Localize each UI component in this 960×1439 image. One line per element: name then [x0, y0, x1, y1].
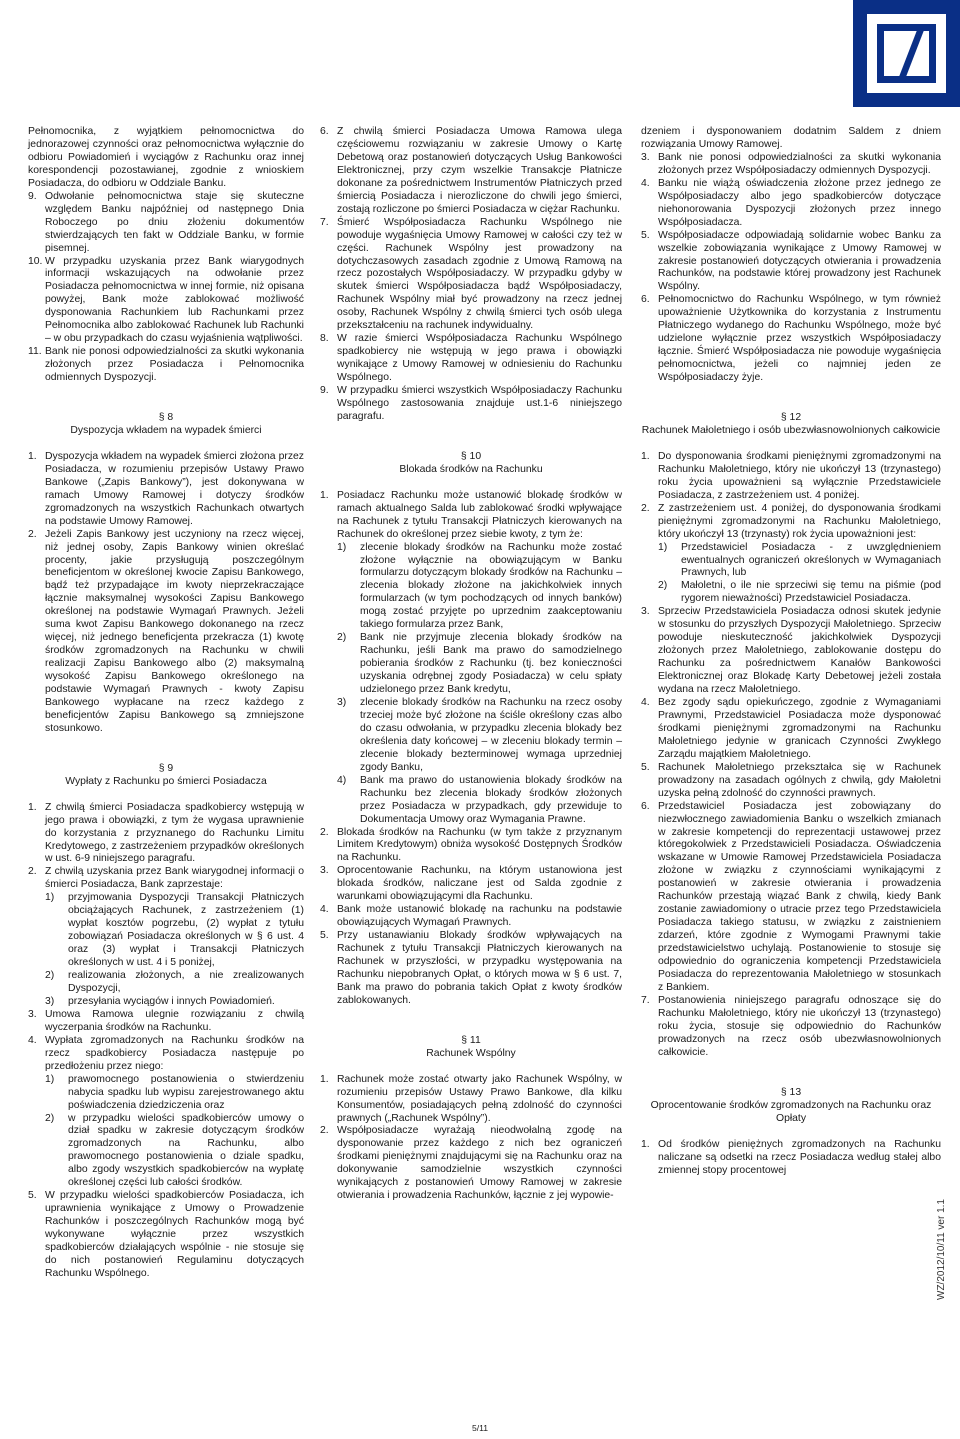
item-number: 2)	[658, 580, 668, 592]
list-item	[320, 904, 622, 930]
section-10-sublist-1	[320, 542, 622, 827]
item-number: 1.	[320, 489, 329, 501]
list-item	[641, 178, 941, 230]
item-number: 5.	[641, 761, 650, 773]
item-number: 2.	[320, 826, 329, 838]
item-text: Posiadacz Rachunku może ustanowić blokadę środków w ramach aktualnego Salda lub zablokować środki wpływające na Rachunek z tytułu Transakcji Płatniczych kierowanych na Rachunek do określonej przez siebie kwoty, z tym że:	[337, 489, 622, 540]
item-text: realizowania złożonych, a nie zrealizowanych Dyspozycji,	[68, 970, 304, 994]
item-text: W przypadku śmierci wszystkich Współposiadaczy Rachunku Wspólnego zastosowania znajduje ust.1-6 niniejszego paragrafu.	[337, 385, 622, 422]
sub-list-item	[28, 996, 304, 1009]
item-text: Przedstawiciel Posiadacza jest zobowiązany do niezwłocznego zawiadomienia Banku o wszelkich zmianach w zakresie kompetencji do reprezentacji ustawowej przez któregokolwiek z Przedstawicieli Posiadacza. Oświadczenia wskazane w Umowie Ramowej Przedstawiciela Posiadacza złożone w związku z czynnościami wynikającymi z postanowień w zakresie otwierania i prowadzenia Rachunków przestają wiązać Bank z chwilą, kiedy Bank zostanie zawiadomiony o utracie przez tego Przedstawiciela Posiadacza takiego statusu, w związku z zaistnieniem zdarzeń, które zgodnie z Wymogami Prawnymi takie przedstawicielstwo uchylają. Postanowienie to stosuje się odpowiednio do ograniczenia kompetencji Przedstawiciela Posiadacza do reprezentowania Małoletniego w stosunkach z Bankiem.	[658, 800, 941, 993]
list-item	[28, 529, 304, 736]
item-text: Do dysponowania środkami pieniężnymi zgromadzonymi na Rachunku Małoletniego, który nie ukończył 13 (trzynastego) roku życia upoważnieni są wyłącznie Przedstawiciele Posiadacza, z zastrzeżeniem ust. 4 poniżej.	[658, 450, 941, 501]
item-number: 9.	[320, 385, 329, 397]
section-12-items	[641, 451, 941, 542]
item-number: 3.	[641, 606, 650, 618]
item-text: Blokada środków na Rachunku (w tym także z przyznanym Limitem Kredytowym) obniża wysokość Dostępnych Środków na Rachunku.	[337, 826, 622, 864]
item-number: 7.	[641, 994, 650, 1006]
list-item	[28, 346, 304, 385]
col3-intro: dzeniem i dysponowaniem dodatnim Saldem z dniem rozwiązania Umowy Ramowej.	[641, 126, 941, 150]
item-number: 5.	[320, 930, 329, 942]
item-text: Bank nie ponosi odpowiedzialności za skutki wykonania złożonych przez Posiadacza i Pełnomocnika odmiennych Dyspozycji.	[45, 346, 304, 384]
column-1	[28, 126, 304, 1281]
item-number: 4.	[320, 904, 329, 916]
item-text: W przypadku wielości spadkobierców Posiadacza, ich uprawnienia wynikające z Umowy o Prowadzenie Rachunków i poszczególnych Rachunków mogą być wykonywane wyłącznie przez wszystkich spadkobierców działających wspólnie - nie stosuje się do nich postanowień Regulaminu dotyczących Rachunku Wspólnego.	[45, 1190, 304, 1279]
item-number: 4.	[641, 177, 650, 189]
item-number: 2.	[28, 528, 37, 540]
item-number: 1)	[658, 541, 668, 553]
section-12-heading: § 12 Rachunek Małoletniego i osób ubezwłasnowolnionych całkowicie	[641, 412, 941, 437]
list-item	[320, 1125, 622, 1203]
list-item	[320, 1074, 622, 1126]
item-number: 2)	[337, 632, 347, 644]
item-text: Jeżeli Zapis Bankowy jest uczyniony na rzecz więcej, niż jednej osoby, Zapis Bankowy winien określać procenty, jakie przysługują poszczególnym beneficjentom w określonej kwocie Zapisu Bankowego, bądź też przypadające im kwoty nieprzekraczające łącznie maksymalnej wysokości Zapisu Bankowego określonej na podstawie Wymagań Prawnych. Jeżeli suma kwot Zapisu Bankowego dokonanego na rzecz więcej, niż jednego beneficjenta przekracza (1) kwotę środków zgromadzonych na Rachunku w chwili realizacji Zapisu Bankowego albo (2) maksymalną wysokość Zapisu Bankowego określonego na podstawie Wymagań Prawnych - kwoty Zapisu Bankowego wypłacane na rzecz każdego z beneficjentów Zapisu Bankowego są zmniejszone stosunkowo.	[45, 528, 304, 734]
item-text: Bank nie ponosi odpowiedzialności za skutki wykonania złożonych przez Współposiadaczy odmiennych Dyspozycji.	[658, 151, 941, 176]
item-number: 2)	[45, 970, 55, 982]
item-text: Bank może ustanowić blokadę na rachunku na podstawie obowiązujących Wymagań Prawnych.	[337, 904, 622, 929]
item-text: prawomocnego postanowienia o stwierdzeniu nabycia spadku lub wypisu zarejestrowanego aktu poświadczenia dziedziczenia oraz	[68, 1073, 304, 1111]
item-number: 9.	[28, 190, 37, 202]
section-11-items	[320, 1074, 622, 1204]
section-9-sublist-2	[28, 892, 304, 1009]
list-item	[28, 191, 304, 256]
item-number: 1.	[320, 1073, 329, 1085]
col3-items	[641, 152, 941, 385]
item-text: Bez zgody sądu opiekuńczego, zgodnie z Wymaganiami Prawnymi, Przedstawiciel Posiadacza może dysponować środkami pieniężnymi zgromadzonymi na Rachunku Małoletniego jedynie w granicach Czynności Zwykłego Zarządu majątkiem Małoletniego.	[658, 696, 941, 760]
item-number: 8.	[320, 333, 329, 345]
list-item	[28, 802, 304, 867]
sub-list-item	[28, 970, 304, 996]
sub-list-item	[28, 1113, 304, 1191]
list-item	[641, 152, 941, 178]
item-text: Przy ustanawianiu Blokady środków wpływających na Rachunek z tytułu Transakcji Płatniczych kierowanych na Rachunek w przyszłości, w przypadku występowania na Rachunku niepobranych Opłat, o których mowa w § 6 ust. 7, Bank ma prawo do pobrania takich Opłat z kwoty środków zablokowanych.	[337, 930, 622, 1006]
list-item	[320, 217, 622, 334]
item-text: Banku nie wiążą oświadczenia złożone przez jednego ze Współposiadaczy albo jego spadkobierców dotyczące niehonorowania Dyspozycji złożonych przez innego Współposiadacza.	[658, 177, 941, 228]
item-text: Wypłata zgromadzonych na Rachunku środków na rzecz spadkobiercy Posiadacza następuje po przedłożeniu przez niego:	[45, 1034, 304, 1072]
list-item	[28, 1009, 304, 1035]
item-text: Bank ma prawo do ustanowienia blokady środków na Rachunku bez zlecenia blokady środków złożonych przez Posiadacza w przypadkach, gdy przewiduje to Dokumentacja Umowy oraz Wymagania Prawne.	[360, 774, 622, 825]
item-text: W przypadku uzyskania przez Bank wiarygodnych informacji wskazujących na odwołanie przez Posiadacza pełnomocnictwa w innej formie, niż opisana powyżej, Bank może zablokować możliwość dysponowania Rachunkiem lub Rachunkami przez Pełnomocnika albo zablokować Rachunek lub Rachunki – w obu przypadkach do czasu wyjaśnienia wątpliwości.	[45, 255, 304, 345]
col1-items	[28, 191, 304, 385]
item-text: przyjmowania Dyspozycji Transakcji Płatniczych obciążających Rachunek, z zastrzeżeniem (1) wypłat kosztów pogrzebu, (2) wypłat z tytułu zobowiązań Posiadacza określonych w § 6 ust. 4 oraz (3) wypłat i Transakcji Płatniczych określonych w ust. 4 i 5 poniżej,	[68, 892, 304, 969]
list-item	[320, 385, 622, 424]
item-number: 2)	[45, 1112, 55, 1124]
item-number: 10.	[28, 255, 43, 267]
item-number: 1)	[337, 541, 347, 553]
item-text: Sprzeciw Przedstawiciela Posiadacza odnosi skutek jedynie w stosunku do przyszłych Dyspozycji Małoletniego. Sprzeciw powoduje nieskuteczność jakichkolwiek Dyspozycji złożonych przez Małoletniego, zablokowanie dostępu do Rachunku za pośrednictwem Kanałów Bankowości Elektronicznej oraz Blokadę Karty Debetowej jeżeli została wydana na rzecz Małoletniego.	[658, 606, 941, 696]
list-item	[641, 995, 941, 1060]
section-13-heading: § 13 Oprocentowanie środków zgromadzonych na Rachunku oraz Opłaty	[650, 1086, 932, 1125]
sub-list-item	[641, 580, 941, 606]
sub-list-item	[320, 697, 622, 775]
item-number: 1.	[641, 450, 650, 462]
item-text: Postanowienia niniejszego paragrafu odnoszące się do Rachunku Małoletniego, który nie ukończył 13 (trzynastego) roku życia, stosuje się odpowiednio do Rachunków prowadzonych na rzecz osób ubezwłasnowolnionych całkowicie.	[658, 994, 941, 1058]
list-item	[641, 451, 941, 503]
item-number: 11.	[28, 346, 42, 358]
list-item	[28, 1190, 304, 1281]
list-item	[641, 606, 941, 697]
list-item	[320, 490, 622, 542]
item-text: W razie śmierci Współposiadacza Rachunku Wspólnego spadkobiercy nie wstępują w jego prawa i obowiązki wynikające z Umowy Ramowej w odniesieniu do Rachunku Wspólnego.	[337, 333, 622, 384]
item-number: 4.	[28, 1034, 37, 1046]
sub-list-item	[320, 542, 622, 633]
item-text: zlecenie blokady środków na Rachunku na rzecz osoby trzeciej może być złożone na ściśle określony czas albo do czasu odwołania, w przypadku zlecenia blokady bez określenia daty końcowej – w zleceniu blokady termin – zlecenie blokady bezterminowej wymaga uprzedniej zgody Banku,	[360, 696, 622, 773]
item-number: 2.	[320, 1125, 329, 1137]
item-text: Z zastrzeżeniem ust. 4 poniżej, do dysponowania środkami pieniężnymi zgromadzonymi na Rachunku Małoletniego, który ukończył 13 (trzynasty) rok życia upoważnioni jest:	[658, 502, 941, 540]
item-text: Umowa Ramowa ulegnie rozwiązaniu z chwilą wyczerpania środków na Rachunku.	[45, 1008, 304, 1033]
item-text: przesyłania wyciągów i innych Powiadomień.	[68, 995, 275, 1007]
section-13-items	[641, 1139, 941, 1178]
item-number: 2.	[641, 502, 650, 514]
column-3	[641, 126, 941, 1178]
item-number: 3.	[320, 865, 329, 877]
list-item	[641, 697, 941, 762]
list-item	[28, 866, 304, 892]
item-text: Od środków pieniężnych zgromadzonych na Rachunku naliczane są odsetki na rzecz Posiadacza według stałej albo zmiennej stopy procentowej	[658, 1138, 941, 1176]
sub-list-item	[641, 542, 941, 581]
item-text: Rachunek może zostać otwarty jako Rachunek Wspólny, w rozumieniu przepisów Ustawy Prawo Bankowe, dla kilku Konsumentów, posiadających pełną zdolność do czynności prawnych („Rachunek Wspólny”).	[337, 1073, 622, 1124]
section-9-heading: § 9 Wypłaty z Rachunku po śmierci Posiadacza	[65, 762, 267, 788]
item-text: Rachunek Małoletniego przekształca się w Rachunek prowadzony na zasadach ogólnych z chwilą, gdy Małoletni uzyska pełną zdolność do czynności prawnych.	[658, 761, 941, 799]
list-item	[28, 256, 304, 347]
item-text: Z chwilą śmierci Posiadacza spadkobiercy wstępują w jego prawa i obowiązki, z tym że wygasa uprawnienie do korzystania z przyznanego do Rachunku Limitu Kredytowego, z zastrzeżeniem przypadków określonych w ust. 6-9 niniejszego paragrafu.	[45, 801, 304, 865]
col2-items	[320, 126, 622, 424]
sub-list-item	[320, 775, 622, 827]
list-item	[320, 827, 622, 866]
item-number: 3.	[28, 1008, 37, 1020]
section-12-sublist-2	[641, 542, 941, 607]
section-9-items-b	[28, 1009, 304, 1074]
item-text: Małoletni, o ile nie sprzeciwi się temu na piśmie (pod rygorem nieważności) Przedstawiciel Posiadacza.	[681, 580, 941, 605]
item-number: 7.	[320, 216, 329, 228]
list-item	[320, 333, 622, 385]
item-text: Dyspozycja wkładem na wypadek śmierci złożona przez Posiadacza, w rozumieniu przepisów Ustawy Prawo Bankowe („Zapis Bankowy”), jest dokonywana w ramach Umowy Ramowej i dotyczy środków zgromadzonych na wszystkich Rachunkach otwartych na podstawie Umowy Ramowej.	[45, 450, 304, 527]
item-text: Współposiadacze odpowiadają solidarnie wobec Banku za wszelkie zobowiązania wynikające z Umowy Ramowej w zakresie postanowień dotyczących otwierania i prowadzenia Rachunków, na podstawie której prowadzony jest Rachunek Wspólny.	[658, 229, 941, 293]
item-text: Z chwilą śmierci Posiadacza Umowa Ramowa ulega częściowemu rozwiązaniu w zakresie Umowy o Kartę Debetową oraz postanowień dotyczących Usług Bankowości Elektronicznej, przy czym wszelkie Transakcje Płatnicze dokonane za pośrednictwem Instrumentów Płatniczych przed śmiercią Posiadacza i nierozliczone do chwili jego śmierci, zostają rozliczone po śmierci Posiadacza w ciężar Rachunku.	[337, 126, 622, 215]
list-item	[320, 126, 622, 217]
list-item	[641, 762, 941, 801]
item-text: zlecenie blokady środków na Rachunku może zostać złożone wyłącznie na obowiązującym w Banku formularzu dotyczącym blokady środków na Rachunku – zlecenia blokady złożone na jakichkolwiek innych formularzach (w tym pochodzących od innych banków) mogą zostać przyjęte po uprzednim zaakceptowaniu takiego formularza przez Bank,	[360, 541, 622, 631]
section-9-items-c	[28, 1190, 304, 1281]
item-number: 5.	[28, 1190, 37, 1202]
list-item	[641, 294, 941, 385]
item-number: 6.	[641, 800, 650, 812]
col1-intro: Pełnomocnika, z wyjątkiem pełnomocnictwa do jednorazowej czynności oraz pełnomocnictwa wyłącznie do odbioru Powiadomień i wyciągów z Rachunku oraz innej korespondencji pozostawianej, zgodnie z wnioskiem Posiadacza, do odbioru w Oddziale Banku.	[28, 126, 304, 189]
page-number: 5/11	[471, 1423, 489, 1433]
item-text: Pełnomocnictwo do Rachunku Wspólnego, w tym również upoważnienie Użytkownika do korzystania z Instrumentu Płatniczego wydanego do Rachunku Wspólnego, może być udzielone wyłącznie przez wszystkich Współposiadaczy łącznie. Śmierć Współposiadacza nie powoduje wygaśnięcia pełnomocnictwa, jeżeli co najmniej jeden ze Współposiadaczy żyje.	[658, 294, 941, 384]
section-12-items-b	[641, 606, 941, 1059]
list-item	[320, 865, 622, 904]
item-number: 2.	[28, 866, 37, 878]
item-number: 1.	[28, 801, 37, 813]
item-text: Przedstawiciel Posiadacza - z uwzględnieniem ewentualnych ograniczeń określonych w Wymaganiach Prawnych, lub	[681, 541, 941, 579]
section-10-heading: § 10 Blokada środków na Rachunku	[399, 450, 543, 476]
item-number: 6.	[320, 126, 329, 137]
item-number: 3)	[337, 696, 347, 708]
item-text: Oprocentowanie Rachunku, na którym ustanowiona jest blokada środków, naliczane jest od Salda zgodnie z warunkami obowiązującymi dla Rachunku.	[337, 865, 622, 903]
list-item	[641, 801, 941, 995]
list-item	[641, 503, 941, 542]
section-9-sublist-4	[28, 1074, 304, 1191]
item-number: 1)	[45, 892, 55, 904]
item-text: Współposiadacze wyrażają nieodwołalną zgodę na dysponowanie przez każdego z nich bez ograniczeń środkami pieniężnymi znajdującymi się na Rachunku oraz na dokonywanie samodzielnie wszystkich czynności wynikających z postanowień Umowy Ramowej w zakresie otwierania i prowadzenia Rachunków, łącznie z jej wypowie-	[337, 1125, 622, 1202]
list-item	[641, 1139, 941, 1178]
list-item	[641, 230, 941, 295]
item-text: Odwołanie pełnomocnictwa staje się skuteczne względem Banku najpóźniej od następnego Dnia Roboczego po dniu złożeniu dokumentów stwierdzających ten fakt w Oddziale Banku, w formie pisemnej.	[45, 190, 304, 254]
section-10-items	[320, 490, 622, 542]
sub-list-item	[320, 632, 622, 697]
item-number: 6.	[641, 294, 650, 306]
item-text: Bank nie przyjmuje zlecenia blokady środków na Rachunku, jeśli Bank ma prawo do samodzielnego pobierania środków z Rachunku (tj. bez konieczności uzyskania odrębnej zgody Posiadacza) w celu spłaty udzielonego przez Bank kredytu,	[360, 632, 622, 696]
section-11-heading: § 11 Rachunek Wspólny	[426, 1034, 516, 1060]
list-item	[28, 451, 304, 529]
item-text: w przypadku wielości spadkobierców umowy o dział spadku w zakresie dotyczącym środków zgromadzonych na Rachunku, albo prawomocnego postanowienia o dziale spadku, albo zgody wszystkich spadkobierców na wypłatę określonej części lub całości środków.	[68, 1112, 304, 1189]
bank-logo	[853, 0, 960, 107]
sub-list-item	[28, 892, 304, 970]
list-item	[28, 1035, 304, 1074]
item-number: 1.	[28, 450, 37, 462]
item-number: 3.	[641, 151, 650, 163]
column-2	[320, 126, 622, 1203]
section-9-items	[28, 802, 304, 893]
item-number: 4.	[641, 696, 650, 708]
section-8-heading: § 8 Dyspozycja wkładem na wypadek śmierci	[70, 412, 262, 437]
list-item	[320, 930, 622, 1008]
item-text: Z chwilą uzyskania przez Bank wiarygodnej informacji o śmierci Posiadacza, Bank zaprzestaje:	[45, 866, 304, 891]
item-text: Śmierć Współposiadacza Rachunku Wspólnego nie powoduje wygaśnięcia Umowy Ramowej w całości czy też w części. Rachunek Wspólny jest prowadzony na dotychczasowych zasadach zgodnie z Umową Ramową na rzecz pozostałych Współposiadaczy. W przypadku gdyby w skutek śmierci Współposiadacza bądź Współposiadaczy, Rachunek Wspólny miał być prowadzony na rzecz jednej osoby, Rachunek Wspólny z chwilą śmierci tych osób ulega przekształceniu na rachunek indywidualny.	[337, 216, 622, 332]
item-number: 1.	[641, 1138, 650, 1150]
document-version-code: WZ/2012/10/11 ver 1.1	[936, 1199, 947, 1300]
section-10-items-b	[320, 827, 622, 1008]
item-number: 3)	[45, 995, 55, 1007]
sub-list-item	[28, 1074, 304, 1113]
item-number: 1)	[45, 1073, 55, 1085]
item-number: 4)	[337, 774, 347, 786]
section-8-items	[28, 451, 304, 736]
item-number: 5.	[641, 229, 650, 241]
